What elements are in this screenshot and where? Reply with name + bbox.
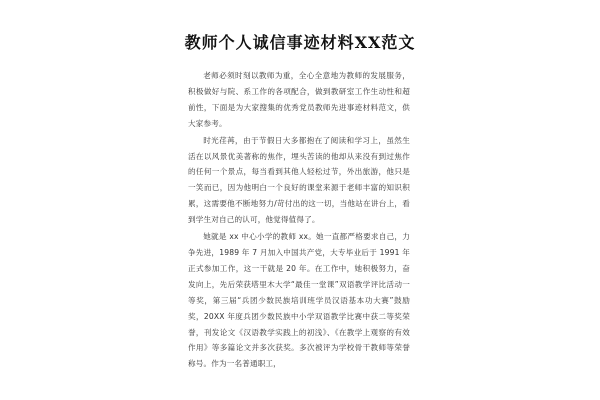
paragraph-intro: 老师必须时刻以教师为重，全心全意地为教师的发展服务，积极做好与院、系工作的各项配合，做到教研室工作生动性和超前性，下面是为大家搜集的优秀党员教师先进事迹材料范文，供大家参考。 [188,71,410,128]
document-body [188,68,410,373]
document-title: 教师个人诚信事迹材料XX范文 [184,33,416,52]
paragraph-teacher: 她就是 xx 中心小学的教师 xx。她一直都严格要求自己，力争先进，1989 年 7 月加入中国共产党，大专毕业后于 1991 年正式参加工作，这一干就是 20 年。在工作中，她积极努力，奋发向上，先后荣获塔里木大学“最佳一堂课”双语教学评比活动一等奖，第三届“兵团少数民族培训班学员汉语基本功大赛”鼓励奖，20XX 年度兵团少数民族中小学双语教学比赛中获二等奖荣誉，刊发论文《汉语教学实践上的初浅》、《在教学上观察的有效作用》等多篇论文并多次获奖。多次被评为学校骨干教师等荣誉称号。作为一名普通职工， [188,232,410,369]
paragraph-time: 时光荏苒，由于节假日大多都抱在了阅读和学习上，虽然生活在以风景优美著称的焦作，埋头苦读的他却从来没有到过焦作的任何一个景点，每当看到其他人轻松过节，外出旅游，他只是一笑而已，因为他明白一个良好的课堂来源于老师丰富的知识积累，这需要他不断地努力/苛付出的这一切，当他站在讲台上，看到学生对自己的认可，他觉得值得了。 [188,135,410,225]
